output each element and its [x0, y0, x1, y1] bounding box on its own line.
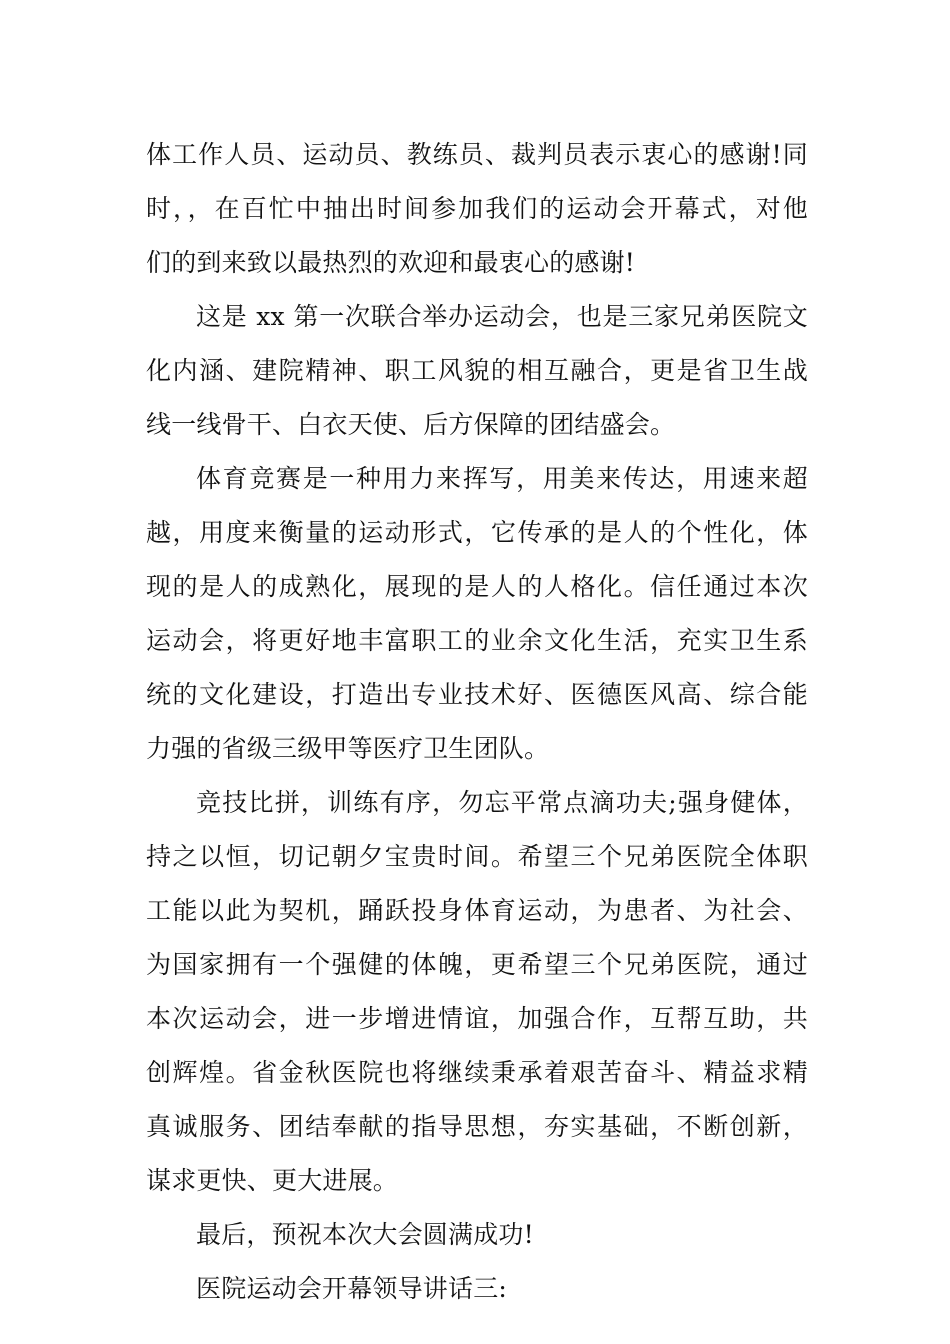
paragraph-4-line-1: 竞技比拼，训练有序，勿忘平常点滴功夫;强身健体， [196, 788, 808, 817]
paragraph-1-line-1: 体工作人员、运动员、教练员、裁判员表示衷心的感谢!同 [146, 140, 808, 169]
paragraph-3-line-2: 越，用度来衡量的运动形式，它传承的是人的个性化，体 [146, 518, 808, 547]
paragraph-4-line-7: 真诚服务、团结奉献的指导思想，夯实基础，不断创新， [146, 1112, 808, 1141]
paragraph-5-line-1: 最后，预祝本次大会圆满成功! [196, 1220, 534, 1249]
paragraph-1-line-3: 们的到来致以最热烈的欢迎和最衷心的感谢! [146, 248, 636, 277]
paragraph-4-line-3: 工能以此为契机，踊跃投身体育运动，为患者、为社会、 [146, 896, 808, 925]
paragraph-4-line-2: 持之以恒，切记朝夕宝贵时间。希望三个兄弟医院全体职 [146, 842, 808, 871]
paragraph-4-line-8: 谋求更快、更大进展。 [146, 1166, 399, 1195]
section-heading: 医院运动会开幕领导讲话三: [196, 1274, 508, 1303]
paragraph-3-line-5: 统的文化建设，打造出专业技术好、医德医风高、综合能 [146, 680, 808, 709]
paragraph-4-line-6: 创辉煌。省金秋医院也将继续秉承着艰苦奋斗、精益求精 [146, 1058, 808, 1087]
paragraph-4-line-5: 本次运动会，进一步增进情谊，加强合作，互帮互助，共 [146, 1004, 808, 1033]
paragraph-1-line-2: 时，，在百忙中抽出时间参加我们的运动会开幕式，对他 [146, 194, 808, 223]
paragraph-3-line-1: 体育竞赛是一种用力来挥写，用美来传达，用速来超 [196, 464, 808, 493]
paragraph-3-line-3: 现的是人的成熟化，展现的是人的人格化。信任通过本次 [146, 572, 808, 601]
paragraph-2-line-3: 线一线骨干、白衣天使、后方保障的团结盛会。 [146, 410, 676, 439]
paragraph-2-line-1: 这是 xx 第一次联合举办运动会，也是三家兄弟医院文 [196, 302, 808, 331]
paragraph-2-line-2: 化内涵、建院精神、职工风貌的相互融合，更是省卫生战 [146, 356, 808, 385]
paragraph-4-line-4: 为国家拥有一个强健的体魄，更希望三个兄弟医院，通过 [146, 950, 808, 979]
document-body [146, 128, 808, 1316]
paragraph-3-line-4: 运动会，将更好地丰富职工的业余文化生活，充实卫生系 [146, 626, 808, 655]
paragraph-3-line-6: 力强的省级三级甲等医疗卫生团队。 [146, 734, 550, 763]
